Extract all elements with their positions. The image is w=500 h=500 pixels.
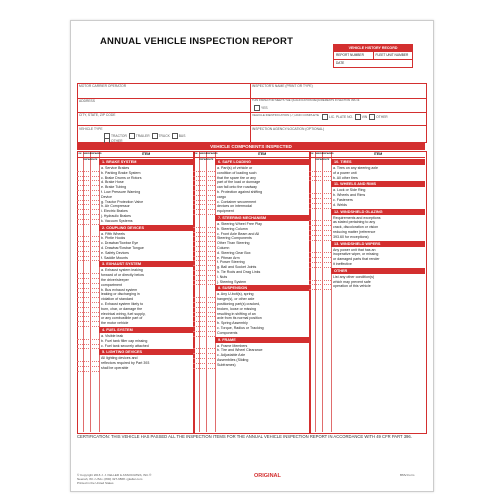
inspector-name-field[interactable]: INSPECTOR'S NAME (PRINT OR TYPE) — [252, 84, 313, 88]
item-rule — [77, 344, 99, 345]
column-header: REPAIRED DATE — [322, 153, 334, 161]
inspector-qualification: THIS INSPECTOR MEETS THE QUALIFICATION REQUIREMENTS IN SECTION 396.19. — [252, 99, 360, 102]
report-number-field[interactable]: REPORT NUMBER — [334, 52, 374, 59]
inspection-item: burn, char, or damage the — [101, 306, 143, 311]
inspection-item: c. Front Axle Beam and All — [217, 231, 260, 236]
item-rule — [193, 336, 215, 337]
section-title: VEHICLE COMPONENTS INSPECTED — [77, 143, 425, 150]
vehicle-type-label: VEHICLE TYPE — [79, 127, 103, 131]
item-rule — [309, 208, 331, 209]
category-header: 6. SAFE LOADING — [215, 159, 309, 165]
trailer-checkbox[interactable] — [129, 133, 135, 139]
inspection-item: a. Any U-bolt(s), spring — [217, 292, 254, 297]
item-rule — [193, 227, 215, 228]
item-rule — [193, 176, 215, 177]
item-rule — [77, 171, 99, 172]
inspection-item: violation of standard — [101, 297, 134, 302]
item-rule — [193, 209, 215, 210]
item-rule — [77, 214, 99, 215]
other-id-checkbox[interactable] — [369, 114, 375, 120]
item-rule — [77, 278, 99, 279]
item-rule — [193, 363, 215, 364]
bus-checkbox[interactable] — [172, 133, 178, 139]
inspection-item: cargo — [217, 194, 226, 199]
category-header: 11. WHEELS AND RIMS — [331, 181, 425, 187]
inspection-item: Components — [217, 330, 238, 335]
item-rule — [77, 307, 99, 308]
inspection-item: the motor vehicle — [101, 321, 129, 326]
inspection-item: g. Tractor Protection Valve — [101, 199, 144, 204]
footer-form-id: BMV-Form — [400, 473, 415, 477]
inspection-item: b. Parking Brake System — [101, 170, 141, 175]
certification-text: CERTIFICATION: THIS VEHICLE HAS PASSED ALL THE INSPECTION ITEMS FOR THE ANNUAL VEHICLE INSPECTION REPORT IN ACCORDANCE WITH 49 CFR PART 396. — [77, 434, 412, 439]
vehicle-type-options: TRACTOR TRAILER TRUCK BUS — [104, 133, 185, 139]
inspection-item: Assemblies (Sliding — [217, 358, 249, 362]
vehicle-history-record — [333, 44, 413, 68]
item-rule — [193, 171, 215, 172]
item-rule — [193, 331, 215, 332]
item-rule — [193, 185, 215, 186]
category-header: 1. BRAKE SYSTEM — [99, 159, 193, 165]
item-rule — [77, 292, 99, 293]
category-header: 2. COUPLING DEVICES — [99, 225, 193, 231]
item-rule — [77, 251, 99, 252]
original-label: ORIGINAL — [254, 473, 281, 479]
item-rule — [77, 321, 99, 322]
item-rule — [77, 200, 99, 201]
item-rule — [309, 198, 331, 199]
category-header: 10. TIRES — [331, 159, 425, 165]
city-field[interactable]: CITY, STATE, ZIP CODE — [79, 113, 116, 117]
inspection-item: c. Drawbar/Towbar Eye — [101, 241, 139, 246]
item-rule — [193, 368, 215, 369]
inspection-item: c. Brake Drums or Rotors — [101, 175, 142, 180]
inspection-item: e. Brake Tubing — [101, 185, 127, 190]
column-divider — [206, 151, 207, 432]
item-rule — [193, 204, 215, 205]
category-header: 5. LIGHTING DEVICES — [99, 349, 193, 355]
inspection-item: c. Fasteners — [333, 198, 353, 202]
item-rule — [77, 288, 99, 289]
inspection-item: Any power unit that has an — [333, 247, 376, 252]
vehicle-id-label: VEHICLE IDENTIFICATION (✓) AND COMPLETE — [252, 113, 319, 117]
item-rule — [193, 307, 215, 308]
inspection-item: Requirements and exceptions — [333, 215, 381, 220]
inspection-item: b. Fuel tank filler cap missing — [101, 338, 148, 343]
inspection-item: a. Tires on any steering axle — [333, 166, 378, 170]
footer-address: Neenah, WI • USA • (800) 327-6868 • jjkeller.com — [77, 477, 143, 481]
item-rule — [309, 240, 331, 241]
fleet-unit-field[interactable]: FLEET UNIT NUMBER — [375, 53, 409, 57]
category-header: 9. FRAME — [215, 337, 309, 343]
item-rule — [77, 219, 99, 220]
inspection-item: of a power unit — [333, 170, 357, 175]
inspection-item: a. Service Brakes — [101, 166, 130, 170]
item-rule — [309, 262, 331, 263]
inspection-item: Column — [217, 246, 230, 250]
inspection-item: Subframes) — [217, 362, 236, 367]
inspection-item: d. Drawbar/Towbar Tongue — [101, 246, 144, 250]
item-rule — [77, 195, 99, 196]
inspection-item: a. Fifth Wheels — [101, 231, 125, 236]
header-rule — [77, 157, 193, 158]
item-rule — [193, 190, 215, 191]
item-rule — [193, 358, 215, 359]
inspection-item: electrical wiring, fuel supply, — [101, 311, 146, 316]
carrier-field[interactable]: MOTOR CARRIER OPERATOR — [79, 84, 127, 88]
item-rule — [193, 302, 215, 303]
item-rule — [309, 171, 331, 172]
inspection-item: condition of loading such — [217, 170, 257, 175]
column-header: ITEM — [216, 151, 309, 158]
form-title: ANNUAL VEHICLE INSPECTION REPORT — [100, 36, 294, 47]
item-rule — [77, 204, 99, 205]
inspection-item: leaking or discharging in — [101, 292, 140, 297]
item-rule — [77, 348, 99, 349]
item-rule — [193, 353, 215, 354]
yes-checkbox[interactable] — [254, 105, 260, 111]
item-rule — [309, 230, 331, 231]
column-header: REPAIRED DATE — [206, 153, 218, 161]
inspection-item: d. Brake Hose — [101, 180, 124, 185]
item-rule — [77, 326, 99, 327]
category-header: 12. WINDSHIELD GLAZING — [331, 209, 425, 215]
item-rule — [193, 246, 215, 247]
item-rule — [77, 316, 99, 317]
item-rule — [193, 321, 215, 322]
inspection-item: reflectors required by Part 393 — [101, 361, 150, 366]
item-rule — [309, 180, 331, 181]
item-rule — [77, 371, 99, 372]
item-rule — [193, 236, 215, 237]
inspection-item: operation of this vehicle — [333, 284, 371, 289]
inspection-item: can fall onto the roadway — [217, 185, 257, 190]
item-rule — [193, 251, 215, 252]
inspection-item: Steering Components — [217, 236, 252, 241]
inspection-item: f. Power Steering — [217, 260, 245, 265]
item-rule — [193, 232, 215, 233]
item-rule — [309, 235, 331, 236]
inspection-item: d. Steering Gear Box — [217, 250, 251, 255]
inspection-item: b. Pintle Hooks — [101, 236, 126, 241]
item-rule — [193, 275, 215, 276]
column-header: OK — [78, 151, 83, 158]
inspection-item: which may prevent safe — [333, 279, 371, 284]
item-rule — [193, 214, 215, 215]
item-rule — [193, 200, 215, 201]
inspection-item: forward of or directly below — [101, 273, 144, 278]
inspection-item: devices on intermodal — [217, 204, 252, 209]
item-rule — [193, 297, 215, 298]
inspection-item: b. Steering Column — [217, 226, 248, 231]
header-rule — [193, 157, 309, 158]
item-rule — [193, 312, 215, 313]
inspection-item: reducing matter (reference — [333, 230, 376, 234]
column-header: NEEDS REPAIR — [199, 153, 208, 161]
inspection-item: Device — [101, 194, 112, 199]
inspection-item: b. Protection against shifting — [217, 190, 263, 194]
inspection-item: j. Steering System — [217, 279, 247, 284]
item-rule — [77, 224, 99, 225]
item-rule — [193, 241, 215, 242]
column-divider — [199, 151, 200, 432]
item-rule — [77, 209, 99, 210]
item-rule — [77, 297, 99, 298]
inspection-item: b. Bus exhaust system — [101, 287, 138, 292]
inspection-item: compartment — [101, 282, 122, 287]
footer-printed: Printed in the United States — [77, 481, 114, 485]
item-rule — [193, 260, 215, 261]
vehicle-id-options: LIC. PLATE NO. VIN OTHER — [322, 114, 388, 120]
inspection-item: d. Welds — [333, 202, 347, 207]
item-rule — [309, 193, 331, 194]
item-rule — [77, 190, 99, 191]
inspection-item: that the spare tire or any — [217, 175, 256, 180]
item-rule — [77, 260, 99, 261]
item-rule — [193, 280, 215, 281]
inspection-item: b. Wheels and Rims — [333, 193, 366, 198]
item-rule — [77, 241, 99, 242]
inspection-item: c. Container securement — [217, 199, 257, 204]
inspection-item: b. Tire and Wheel Clearance — [217, 348, 263, 353]
column-header: NEEDS REPAIR — [315, 153, 324, 161]
inspection-item: a. Steering Wheel Free Play — [217, 222, 262, 226]
item-rule — [309, 203, 331, 204]
item-rule — [193, 265, 215, 266]
column-header: NEEDS REPAIR — [83, 153, 92, 161]
inspection-item: h. Air Compressor — [101, 204, 130, 209]
column-header: REPAIRED DATE — [90, 153, 102, 161]
inspection-item: or damaged parts that render — [333, 257, 380, 262]
yes-label: YES — [261, 105, 268, 110]
inspection-item: e. Pitman Arm — [217, 255, 240, 260]
item-rule — [193, 284, 215, 285]
item-rule — [193, 270, 215, 271]
inspection-item: the driver/sleeper — [101, 278, 129, 282]
inspection-item: it ineffective — [333, 262, 352, 266]
category-header: 8. SUSPENSION — [215, 285, 309, 291]
inspection-item: All lighting devices and — [101, 356, 138, 361]
column-header: OK — [310, 151, 315, 158]
item-rule — [309, 176, 331, 177]
inspection-item: h. Tie Rods and Drag Links — [217, 270, 261, 274]
history-heading: VEHICLE HISTORY RECORD — [334, 45, 412, 51]
inspection-item: Other Than Steering — [217, 241, 250, 246]
item-rule — [77, 180, 99, 181]
item-rule — [309, 220, 331, 221]
item-rule — [77, 246, 99, 247]
item-rule — [77, 185, 99, 186]
inspection-item: equipment — [217, 209, 234, 214]
item-rule — [309, 225, 331, 226]
category-header: 4. FUEL SYSTEM — [99, 327, 193, 333]
column-header: OK — [194, 151, 199, 158]
truck-checkbox[interactable] — [152, 133, 158, 139]
category-header: 3. EXHAUST SYSTEM — [99, 261, 193, 267]
item-rule — [309, 284, 331, 285]
item-rule — [193, 348, 215, 349]
category-header: 7. STEERING MECHANISM — [215, 215, 309, 221]
column-header: ITEM — [100, 151, 193, 158]
item-rule — [193, 256, 215, 257]
inspection-item: shall be operable — [101, 366, 129, 370]
inspection-item: part of the load or dunnage — [217, 180, 261, 185]
inspection-agency-field[interactable]: INSPECTION AGENCY/LOCATION (OPTIONAL) — [252, 127, 325, 131]
item-rule — [309, 252, 331, 253]
item-rule — [193, 326, 215, 327]
item-rule — [77, 339, 99, 340]
inspection-item: j. Hydraulic Brakes — [101, 214, 131, 218]
inspection-item: b. All other tires — [333, 175, 358, 180]
item-rule — [309, 267, 331, 268]
inspection-item: hanger(s), or other axle — [217, 297, 255, 302]
inspection-item: 393.60 for exceptions) — [333, 234, 369, 239]
header-rule — [309, 157, 425, 158]
item-rule — [77, 366, 99, 367]
address-field[interactable]: ADDRESS — [79, 99, 95, 103]
inspection-item: b. Spring Assembly — [217, 321, 248, 326]
inspection-item: c. Torque, Radius or Tracking — [217, 326, 264, 330]
item-rule — [193, 316, 215, 317]
inspection-item: c. Adjustable Axle — [217, 353, 246, 358]
item-rule — [77, 176, 99, 177]
inspection-item: or any combustible part of — [101, 316, 143, 321]
item-rule — [77, 283, 99, 284]
item-rule — [77, 361, 99, 362]
inspection-item: List any other condition(s) — [333, 274, 375, 279]
item-rule — [309, 280, 331, 281]
item-rule — [77, 256, 99, 257]
item-rule — [193, 195, 215, 196]
inspection-item: f. Saddle Mounts — [101, 255, 128, 260]
inspection-item: inoperative wiper, or missing — [333, 252, 379, 257]
item-rule — [77, 302, 99, 303]
category-header: 13. WINDSHIELD WIPERS — [331, 241, 425, 247]
inspection-item: i. Nuts — [217, 274, 228, 279]
column-divider — [331, 151, 332, 432]
plate-checkbox[interactable] — [322, 114, 328, 120]
column-header: ITEM — [332, 151, 425, 158]
inspection-item: c. Exhaust system likely to — [101, 302, 144, 306]
inspection-item: resulting in shifting of an — [217, 311, 256, 316]
item-rule — [193, 180, 215, 181]
column-divider — [215, 151, 216, 432]
item-rule — [77, 273, 99, 274]
inspection-item: crack, discoloration or vision — [333, 225, 379, 230]
inspection-item: c. Fuel tank securely attached — [101, 343, 149, 348]
inspection-item: a. Frame Members — [217, 343, 248, 348]
inspection-item: broken, loose or missing — [217, 306, 256, 311]
inspection-item: a. Visible leak — [101, 334, 124, 338]
date-field[interactable]: DATE — [336, 61, 345, 65]
vin-checkbox[interactable] — [355, 114, 361, 120]
inspection-item: k. Vacuum Systems — [101, 218, 133, 223]
footer-copyright: © Copyright 2016 J. J. KELLER & ASSOCIATES, INC.® — [77, 473, 152, 477]
inspection-item: a. Part(s) of vehicle or — [217, 166, 253, 170]
inspection-item: e. Safety Devices — [101, 250, 129, 255]
column-divider — [99, 151, 100, 432]
inspection-item: a. Exhaust system leaking — [101, 268, 143, 273]
inspection-item: a. Lock or Side Ring — [333, 188, 366, 193]
inspection-item: f. Low Pressure Warning — [101, 190, 141, 194]
inspection-item: positioning part(s) cracked, — [217, 302, 261, 306]
item-rule — [309, 257, 331, 258]
inspection-item: axle from its normal position — [217, 316, 262, 321]
category-header: OTHER — [331, 268, 425, 274]
inspection-item: as stated pertaining to any — [333, 220, 376, 225]
item-rule — [309, 289, 331, 290]
inspection-item: i. Electric Brakes — [101, 209, 128, 214]
item-rule — [77, 236, 99, 237]
inspection-item: g. Ball and Socket Joints — [217, 265, 257, 270]
item-rule — [77, 312, 99, 313]
